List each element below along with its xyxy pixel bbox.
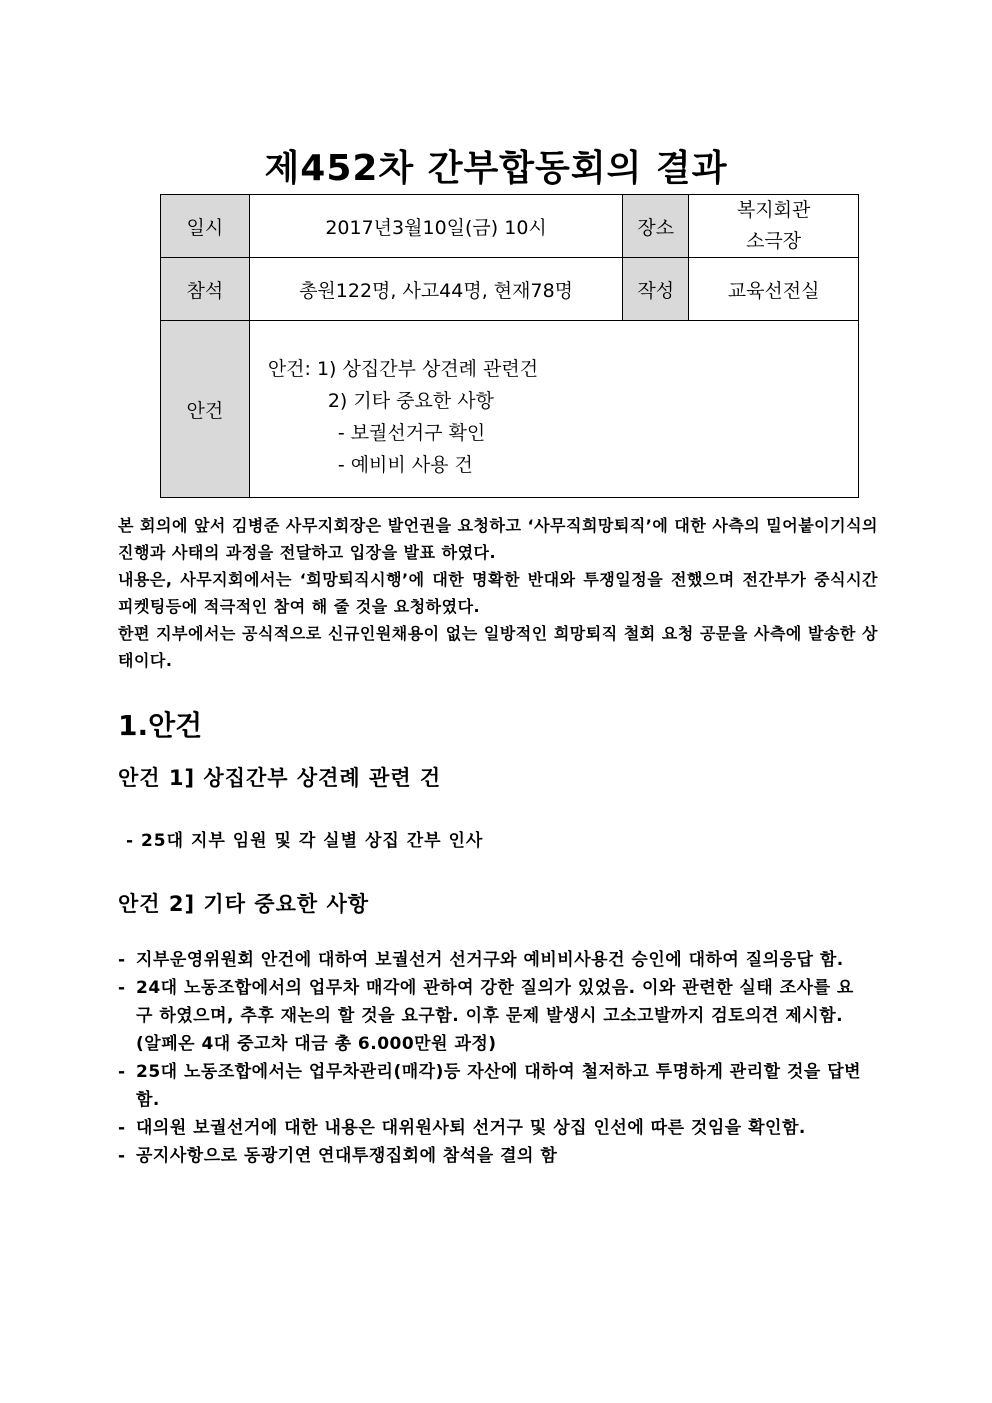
intro-section xyxy=(118,512,878,674)
agenda1-heading: 안건 1] 상집간부 상견례 관련 건 xyxy=(118,766,442,790)
dash-marker: - xyxy=(118,1062,126,1082)
info-row-attendance xyxy=(161,258,859,321)
dash-marker: - xyxy=(118,950,126,970)
section-heading: 1.안건 xyxy=(118,709,203,742)
list-item-text: 지부운영위원회 안건에 대하여 보궐선거 선거구와 예비비사용건 승인에 대하여 질의응답 함. xyxy=(136,950,844,970)
agenda2-list xyxy=(118,946,870,1170)
intro-paragraph: 본 회의에 앞서 김병준 사무지회장은 발언권을 요청하고 ‘사무직희망퇴직’에 대한 사측의 밀어붙이기식의 진행과 사태의 과정을 전달하고 입장을 발표 하였다. xyxy=(118,516,878,562)
date-value: 2017년3월10일(금) 10시 xyxy=(249,195,622,258)
list-item xyxy=(118,974,870,1058)
writer-value: 교육선전실 xyxy=(689,258,859,321)
list-item xyxy=(118,946,870,974)
list-item-text: 공지사항으로 동광기연 연대투쟁집회에 참석을 결의 함 xyxy=(136,1146,558,1166)
dash-marker: - xyxy=(118,1118,126,1138)
attendance-label: 참석 xyxy=(161,258,250,321)
intro-paragraph: 한편 지부에서는 공식적으로 신규인원채용이 없는 일방적인 희망퇴직 철회 요청 공문을 사측에 발송한 상태이다. xyxy=(118,624,878,670)
list-item-text: 25대 노동조합에서는 업무차관리(매각)등 자산에 대하여 철저하고 투명하게 관리할 것을 답변함. xyxy=(136,1062,862,1110)
place-value xyxy=(689,195,859,258)
page-title: 제452차 간부합동회의 결과 xyxy=(264,148,728,189)
date-label: 일시 xyxy=(161,195,250,258)
place-label: 장소 xyxy=(623,195,689,258)
agenda-line: - 보궐선거구 확인 xyxy=(337,422,486,444)
agenda-line: - 예비비 사용 건 xyxy=(337,454,473,476)
meeting-info-table xyxy=(160,194,859,498)
place-value-line2: 소극장 xyxy=(746,230,802,252)
agenda2-heading: 안건 2] 기타 중요한 사항 xyxy=(118,892,370,916)
list-item xyxy=(118,1114,870,1142)
list-item-text: 24대 노동조합에서의 업무차 매각에 관하여 강한 질의가 있었음. 이와 관련한 실태 조사를 요구 하였으며, 추후 재논의 할 것을 요구함. 이후 문제 발생시 고소고발까지 검토의견 제시함. (알페온 4대 중고차 대금 총 6.000만원 과정) xyxy=(136,978,854,1054)
agenda-list xyxy=(249,321,858,498)
place-value-line1: 복지회관 xyxy=(736,199,811,221)
attendance-value: 총원122명, 사고44명, 현재78명 xyxy=(249,258,622,321)
info-row-agenda xyxy=(161,321,859,498)
list-item xyxy=(118,1142,870,1170)
list-item-text: 대의원 보궐선거에 대한 내용은 대위원사퇴 선거구 및 상집 인선에 따른 것임을 확인함. xyxy=(136,1118,806,1138)
dash-marker: - xyxy=(118,978,126,998)
agenda-line: 2) 기타 중요한 사항 xyxy=(327,390,494,412)
info-row-date xyxy=(161,195,859,258)
intro-paragraph: 내용은, 사무지회에서는 ‘희망퇴직시행’에 대한 명확한 반대와 투쟁일정을 전했으며 전간부가 중식시간 피켓팅등에 적극적인 참여 해 줄 것을 요청하였다. xyxy=(118,570,878,616)
writer-label: 작성 xyxy=(623,258,689,321)
agenda-line: 안건: 1) 상집간부 상견례 관련건 xyxy=(267,358,539,380)
dash-marker: - xyxy=(118,1146,126,1166)
agenda1-item: - 25대 지부 임원 및 각 실별 상집 간부 인사 xyxy=(126,831,484,851)
list-item xyxy=(118,1058,870,1114)
agenda-label: 안건 xyxy=(161,321,250,498)
